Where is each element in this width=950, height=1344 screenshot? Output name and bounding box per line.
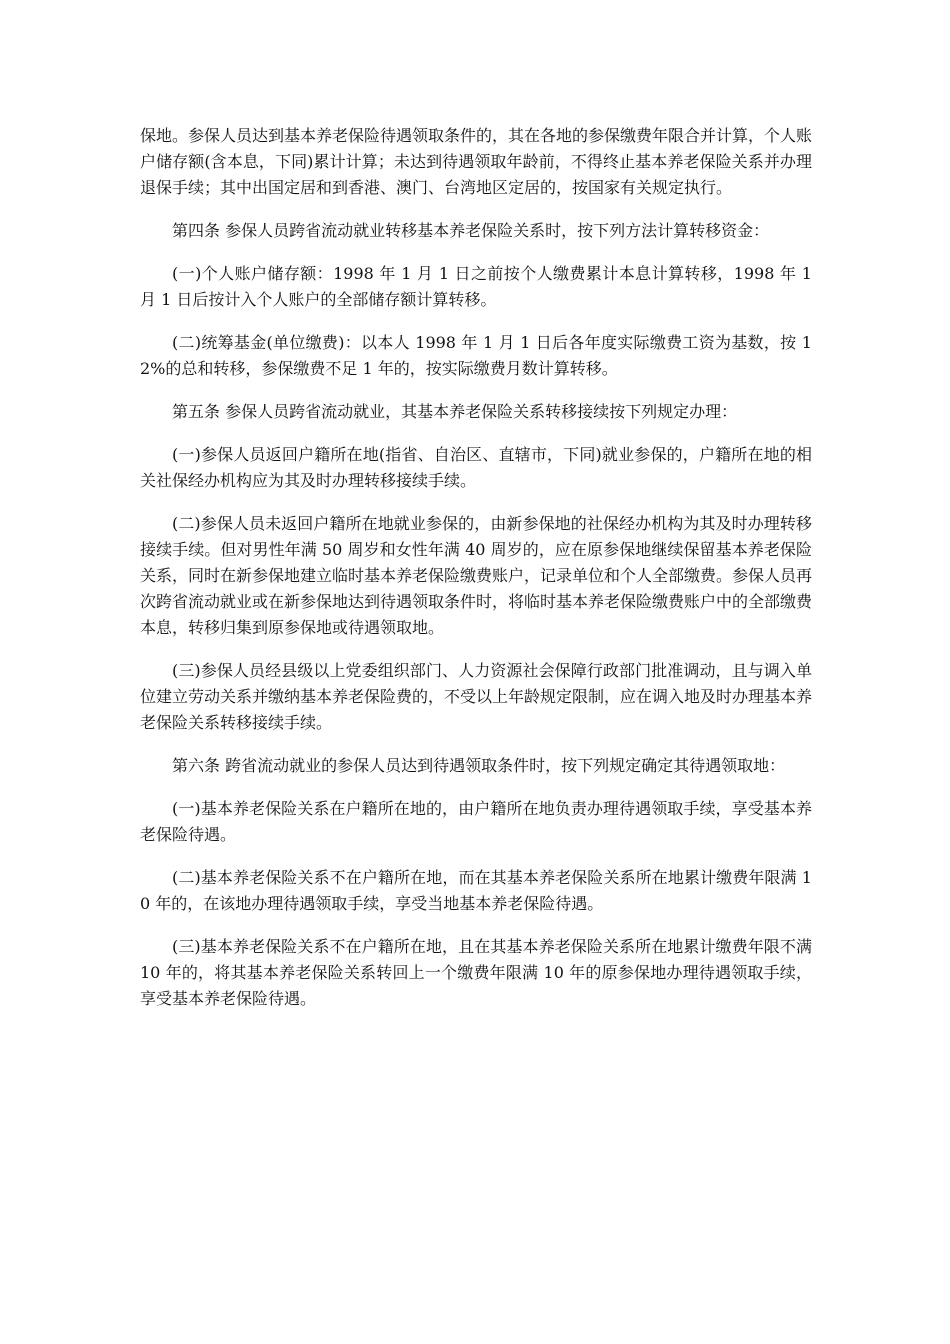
paragraph-article-6: 第六条 跨省流动就业的参保人员达到待遇领取条件时，按下列规定确定其待遇领取地： — [172, 756, 786, 775]
paragraph-article-5-item-2: (二)参保人员未返回户籍所在地就业参保的，由新参保地的社保经办机构为其及时办理转移接续手续。但对男性年满 50 周岁和女性年满 40 周岁的，应在原参保地继续保留基本养老保险关系，同时在新参保地建立临时基本养老保险缴费账户，记录单位和个人全部缴费。参保人员再次跨省流动就业或在新参保地达到待遇领取条件时，将临时基本养老保险缴费账户中的全部缴费本息，转移归集到原参保地或待遇领取地。 — [140, 514, 813, 637]
paragraph-article-5-item-1: (一)参保人员返回户籍所在地(指省、自治区、直辖市，下同)就业参保的，户籍所在地的相关社保经办机构应为其及时办理转移接续手续。 — [140, 445, 812, 490]
paragraph-article-4: 第四条 参保人员跨省流动就业转移基本养老保险关系时，按下列方法计算转移资金： — [172, 221, 770, 240]
paragraph-article-6-item-3: (三)基本养老保险关系不在户籍所在地，且在其基本养老保险关系所在地累计缴费年限不满 10 年的，将其基本养老保险关系转回上一个缴费年限满 10 年的原参保地办理待遇领取手续，享受基本养老保险待遇。 — [140, 937, 812, 1008]
paragraph-article-5-item-3: (三)参保人员经县级以上党委组织部门、人力资源社会保障行政部门批准调动，且与调入单位建立劳动关系并缴纳基本养老保险费的，不受以上年龄规定限制，应在调入地及时办理基本养老保险关系转移接续手续。 — [140, 661, 813, 732]
paragraph-article-5: 第五条 参保人员跨省流动就业，其基本养老保险关系转移接续按下列规定办理： — [172, 402, 738, 421]
paragraph-article-4-item-1: (一)个人账户储存额：1998 年 1 月 1 日之前按个人缴费累计本息计算转移，1998 年 1 月 1 日后按计入个人账户的全部储存额计算转移。 — [140, 264, 812, 309]
paragraph-article-6-item-1: (一)基本养老保险关系在户籍所在地的，由户籍所在地负责办理待遇领取手续，享受基本养老保险待遇。 — [140, 799, 812, 844]
paragraph-continuation: 保地。参保人员达到基本养老保险待遇领取条件的，其在各地的参保缴费年限合并计算，个人账户储存额(含本息，下同)累计计算；未达到待遇领取年龄前，不得终止基本养老保险关系并办理退保手续；其中出国定居和到香港、澳门、台湾地区定居的，按国家有关规定执行。 — [140, 126, 813, 197]
document-body — [140, 123, 812, 1029]
paragraph-article-6-item-2: (二)基本养老保险关系不在户籍所在地，而在其基本养老保险关系所在地累计缴费年限满 10 年的，在该地办理待遇领取手续，享受当地基本养老保险待遇。 — [140, 868, 812, 913]
paragraph-article-4-item-2: (二)统筹基金(单位缴费)：以本人 1998 年 1 月 1 日后各年度实际缴费工资为基数，按 12%的总和转移，参保缴费不足 1 年的，按实际缴费月数计算转移。 — [140, 333, 812, 378]
